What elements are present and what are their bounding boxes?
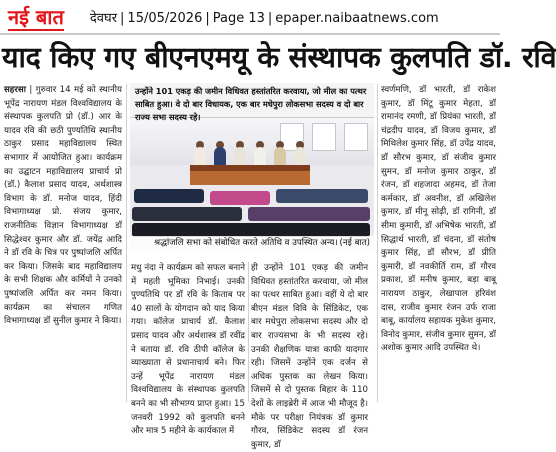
- photo-audience: [276, 189, 368, 203]
- photo-audience: [210, 191, 270, 205]
- article-photo: [130, 83, 374, 250]
- column-2-text: मधु नंदा ने कार्यक्रम को सफल बनाने में महती भूमिका निभाई। उनकी पुण्यतिथि पर डॉ रवि के किताब पर 40 सालों के योगदान को याद किया गया। कॉलेज प्राचार्य डॉ. कैलाश प्रसाद यादव और अर्थशास्त्र डॉ रवींद्र ने बताया डॉ. रवि ठीपी कॉलेज के व्याख्याता से प्रधानाचार्य बने। फिर उन्हें भूपेंद्र नारायण मंडल विश्वविद्यालय के संस्थापक कुलपति बनने का भी सौभाग्य प्राप्त हुआ। 15 जनवरी 1992 को कुलपति बनने और मात्र 5 महीने के कार्यकाल में: [131, 263, 245, 437]
- masthead: [0, 0, 500, 35]
- photo-table-cloth: [190, 165, 310, 171]
- separator: |: [120, 10, 125, 26]
- dateline: सहरसा: [4, 85, 26, 95]
- photo-overlay-box: [130, 83, 374, 122]
- logo-text: नई बात: [8, 4, 64, 29]
- column-4-text: स्वर्णमणि, डॉ भारती, डॉ राकेश कुमार, डॉ मिंटू कुमार मेहता, डॉ रामानंद रमणी, डॉ प्रियंका भारती, डॉ चंद्रदीप यादव, डॉ विजय कुमार, डॉ मिथिलेश कुमार सिंह, डॉ उपेंद्र यादव, डॉ सौरभ कुमार, डॉ संजीव कुमार सुमन, डॉ मनोज कुमार ठाकुर, डॉ रंजन, डॉ शहजादा अहमद, डॉ तेजा कर्मकार, डॉ अवनीश, डॉ अखिलेश कुमार, डॉ मीनू सोढ़ी, डॉ रागिनी, डॉ सीमा कुमारी, डॉ अभिषेक भारती, डॉ सिद्धार्थ भारती, डॉ चंदना, डॉ संतोष कुमार सिंह, डॉ सौरभ, डॉ प्रीति कुमारी, डॉ नवकीर्ति राम, डॉ गौरव प्रकाश, डॉ मनीष कुमार, बड़ा बाबू नारायण ठाकुर, लेखापाल हरिवंश दास, राजीव कुमार रंजन उर्फ राजा बाबू, कार्यालय सहायक मुकेश कुमार, विनोद कुमार, संजीव कुमार सुमन, डॉ अशोक कुमार आदि उपस्थित थे।: [381, 85, 496, 354]
- photo-window: [312, 123, 336, 151]
- photo-backdrop: [130, 117, 374, 165]
- photo-caption: [130, 236, 374, 250]
- column-divider: [248, 262, 249, 402]
- photo-credit: (नई बात): [339, 238, 370, 248]
- separator: |: [267, 10, 273, 26]
- column-divider: [126, 84, 127, 402]
- photo-audience: [132, 223, 370, 237]
- column-divider: [377, 84, 378, 402]
- city-name: देवघर: [89, 10, 118, 26]
- article-column-3: [251, 262, 368, 450]
- separator: |: [205, 10, 210, 26]
- article-column-4: [381, 84, 496, 402]
- article-column-1: [4, 84, 122, 402]
- issue-date: 15/05/2026: [127, 10, 203, 26]
- photo-window: [344, 123, 368, 151]
- photo-overlay-text: उन्होंने 101 एकड़ की जमीन विधिवत हस्तांतरित करवाया, जो मील का पत्थर साबित हुआ। वे दो बार विधायक, एक बार मधेपुरा लोकसभा सदस्य व दो बार राज्य सभा सदस्य रहे।: [135, 86, 367, 122]
- caption-text: श्रद्धांजलि सभा को संबोधित करते अतिथि व उपस्थित अन्य।: [154, 238, 338, 248]
- epaper-link[interactable]: epaper.naibaatnews.com: [275, 10, 439, 26]
- article-headline: याद किए गए बीएनएमयू के संस्थापक कुलपति डॉ. रवि: [2, 41, 556, 74]
- logo-underline: [8, 29, 64, 31]
- photo-audience: [134, 189, 204, 203]
- page-number: Page 13: [212, 10, 265, 26]
- column-1-text: | गुरुवार 14 मई को स्थानीय भूपेंद्र नारायण मंडल विश्वविद्यालय के संस्थापक कुलपति प्रो (डॉ.) आर के यादव रवि की छठी पुण्यतिथि स्थानीय ठाकुर प्रसाद महाविद्यालय स्थित सभागार में आयोजित हुआ। कार्यक्रम का उद्घाटन महाविद्यालय प्राचार्य प्रो (डॉ.) कैलाश प्रसाद यादव, अर्थशास्त्र विभाग के डॉ. मनोज यादव, हिंदी विभागाध्यक्ष प्रो. संजय कुमार, राजनीतिक विज्ञान विभागाध्यक्ष डॉ सिद्धेश्वर कुमार और डॉ. जयेंद्र आदि ने डॉ रवि के चित्र पर पुष्पांजलि अर्पित कर किया। जिसके बाद महाविद्यालय के सभी शिक्षक और कर्मियों ने उनको पुष्पांजलि अर्पित कर नमन किया। कार्यक्रम का संचालन गणित विभागाध्यक्ष डॉ सुनील कुमार ने किया।: [4, 85, 122, 327]
- photo-audience: [248, 207, 370, 221]
- masthead-meta: [90, 8, 439, 26]
- column-3-text: ही उन्होंने 101 एकड़ की जमीन विधिवत हस्तांतरित करवाया, जो मील का पत्थर साबित हुआ। वहीं ये दो बार बीएन मंडल विवि के सिंडिकेट, एक बार मधेपुरा लोकसभा सदस्य और दो बार राज्यसभा के भी सदस्य रहे। उनकी शैक्षणिक यात्रा काफी यादगार रही। जिसमें उन्होंने एक दर्जन से अधिक पुस्तक का लेखन किया। जिसमें से दो पुस्तक बिहार के 110 देशों के लाइब्रेरी में आज भी मौजूद है। मौके पर परीक्षा नियंत्रक डॉ कुमार गौरव, सिंडिकेट सदस्य डॉ रंजन कुमार, डॉ: [251, 263, 368, 450]
- newspaper-logo: [8, 4, 64, 29]
- photo-audience: [132, 207, 242, 221]
- article-column-2: [131, 262, 245, 437]
